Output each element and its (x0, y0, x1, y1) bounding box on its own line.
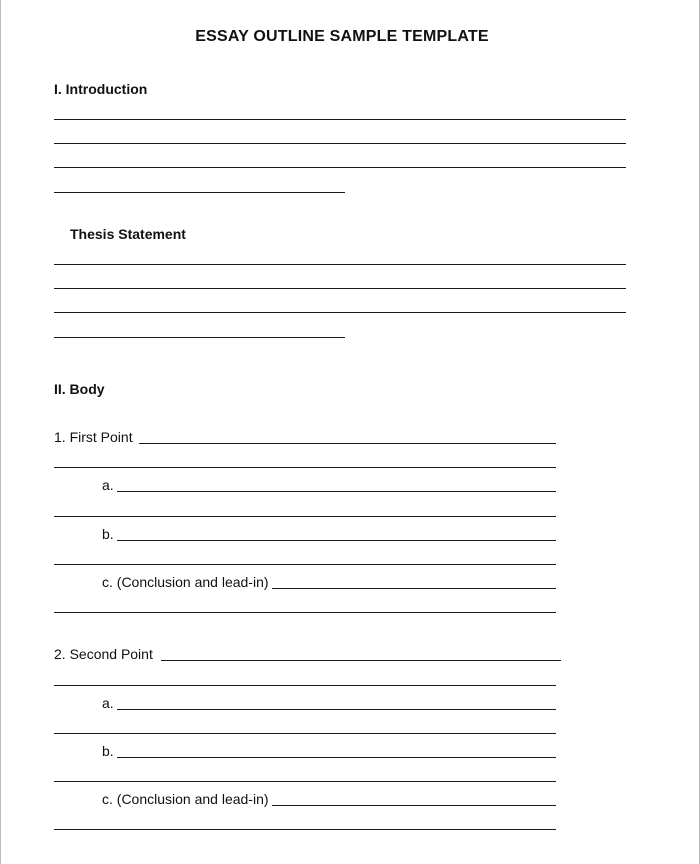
second-point-b-line-2 (54, 781, 556, 782)
second-point-c-line (272, 805, 556, 806)
first-point-b-label: b. (102, 526, 114, 542)
second-point-b-label: b. (102, 743, 114, 759)
second-point-c-label: c. (Conclusion and lead-in) (102, 791, 269, 807)
first-point-b-line (117, 540, 556, 541)
first-point-c-line (272, 588, 556, 589)
thesis-line-3 (54, 312, 626, 313)
first-point-label: 1. First Point (54, 429, 133, 445)
second-point-a-label: a. (102, 695, 114, 711)
thesis-heading: Thesis Statement (70, 226, 186, 242)
first-point-b-line-2 (54, 564, 556, 565)
first-point-a-line-2 (54, 516, 556, 517)
first-point-a-label: a. (102, 477, 114, 493)
document-title: ESSAY OUTLINE SAMPLE TEMPLATE (195, 28, 489, 45)
first-point-a-line (117, 491, 556, 492)
thesis-line-2 (54, 288, 626, 289)
introduction-line-2 (54, 143, 626, 144)
second-point-line (161, 660, 561, 661)
introduction-line-4 (54, 192, 345, 193)
introduction-line-3 (54, 167, 626, 168)
body-heading: II. Body (54, 381, 105, 397)
second-point-b-line (117, 757, 556, 758)
second-point-a-line (117, 709, 556, 710)
introduction-heading: I. Introduction (54, 81, 148, 97)
first-point-line-2 (54, 467, 556, 468)
second-point-label: 2. Second Point (54, 646, 153, 662)
thesis-line-4 (54, 337, 345, 338)
first-point-c-label: c. (Conclusion and lead-in) (102, 574, 269, 590)
second-point-line-2 (54, 685, 556, 686)
first-point-line (139, 443, 556, 444)
second-point-c-line-2 (54, 829, 556, 830)
introduction-line-1 (54, 119, 626, 120)
thesis-line-1 (54, 264, 626, 265)
second-point-a-line-2 (54, 733, 556, 734)
first-point-c-line-2 (54, 612, 556, 613)
